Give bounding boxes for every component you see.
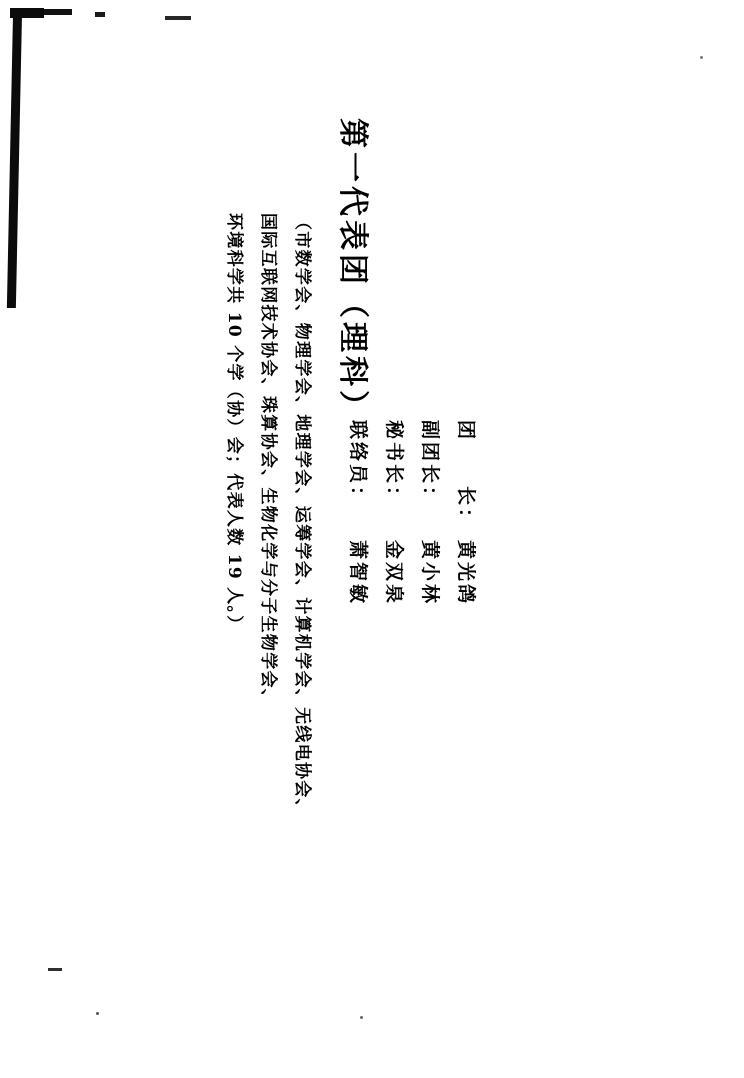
delegation-note [217, 213, 319, 853]
roster-role-label: 副团长： [419, 420, 441, 509]
roster-person-name: 黄小林 [419, 540, 441, 607]
roster-row [373, 420, 409, 606]
roster-person-name: 萧智敏 [347, 540, 369, 607]
roster-role-label: 秘书长： [383, 420, 405, 509]
roster-row [409, 420, 445, 606]
roster-row [337, 420, 373, 606]
delegation-note-line: 环境科学共 10 个学（协）会；代表人数 19 人。） [224, 213, 244, 634]
delegation-note-line: （市数学会、物理学会、地理学会、运筹学会、计算机学会、无线电协会、 [292, 213, 312, 817]
roster-role-label: 联络员： [347, 420, 369, 509]
roster-person-name: 金双泉 [383, 540, 405, 607]
page-title: 第一代表团（理科） [335, 118, 370, 424]
roster-role-label: 团 长： [455, 420, 477, 531]
delegation-note-line: 国际互联网技术协会、珠算协会、生物化学与分子生物学会、 [258, 213, 278, 708]
roster-person-name: 黄光鸽 [455, 540, 477, 607]
roster-row [445, 420, 481, 606]
roster-list [337, 420, 481, 606]
